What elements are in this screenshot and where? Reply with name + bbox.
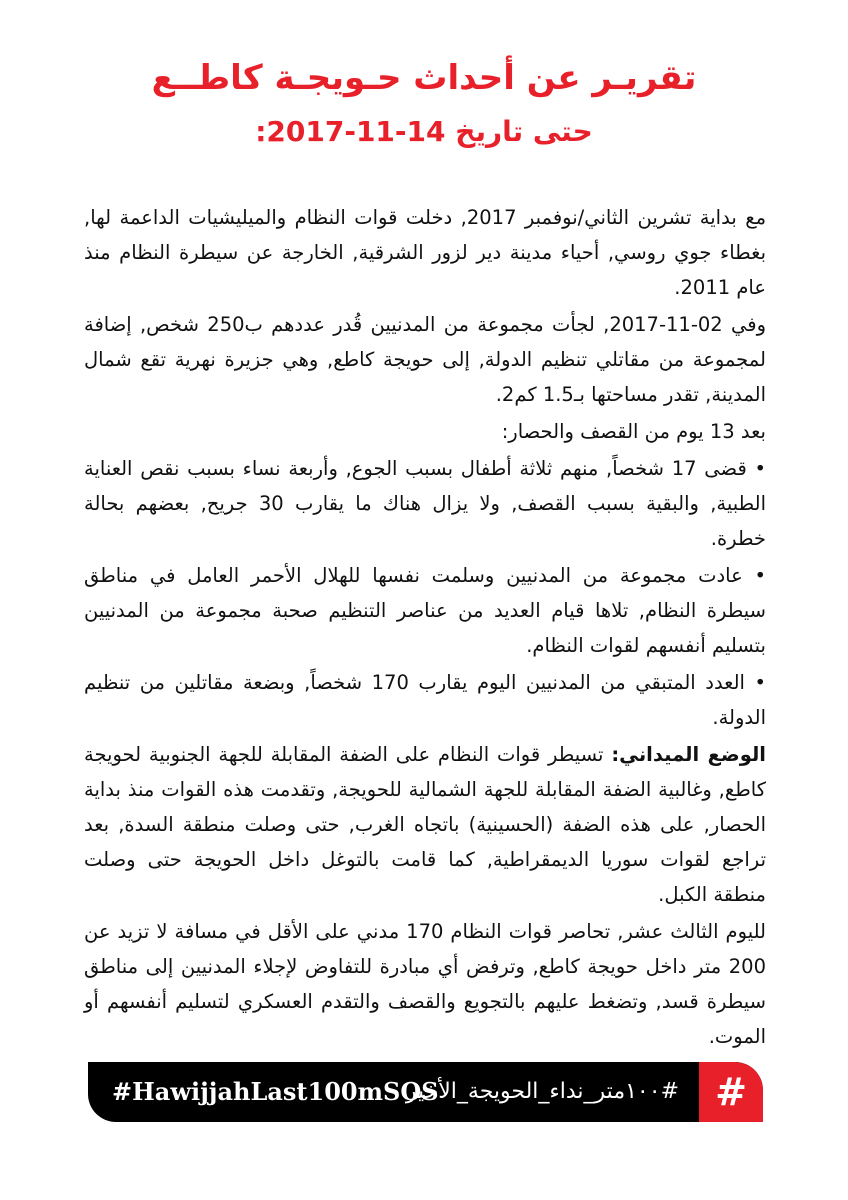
report-title: تقريـر عن أحداث حـويجـة كاطــع xyxy=(151,58,697,98)
bullet-casualties: • قضى 17 شخصاً, منهم ثلاثة أطفال بسبب الجوع, وأربعة نساء بسبب نقص العناية الطبية, والبقية بسبب القصف, ولا يزال هناك ما يقارب 30 جريح, بعضهم بحالة خطرة. xyxy=(84,457,767,550)
paragraph-refuge: وفي 02-11-2017, لجأت مجموعة من المدنيين قُدر عددهم ب250 شخص, إضافة لمجموعة من مقاتلي تنظيم الدولة, إلى حويجة كاطع, وهي جزيرة نهرية تقع شمال المدينة, تقدر مساحتها بـ1.5 كم2. xyxy=(84,313,766,406)
paragraph-intro: مع بداية تشرين الثاني/نوفمبر 2017, دخلت قوات النظام والميليشيات الداعمة لها, بغطاء جوي روسي, أحياء مدينة دير لزور الشرقية, الخارجة عن سيطرة النظام منذ عام 2011. xyxy=(84,206,767,299)
hashtag-english[interactable]: #HawijjahLast100mSOS xyxy=(112,1077,439,1106)
report-date-subtitle: حتى تاريخ 14-11-2017: xyxy=(255,115,593,148)
bullet-surrender: • عادت مجموعة من المدنيين وسلمت نفسها للهلال الأحمر العامل في مناطق سيطرة النظام, تلاها قيام العديد من عناصر التنظيم صحبة مجموعة من المدنيين بتسليم أنفسهم لقوات النظام. xyxy=(84,564,766,657)
hashtag-icon: # xyxy=(699,1062,763,1122)
hashtag-arabic[interactable]: #١٠٠متر_نداء_الحويجة_الأخير xyxy=(405,1079,679,1104)
bullet-remaining: • العدد المتبقي من المدنيين اليوم يقارب 170 شخصاً, وبضعة مقاتلين من تنظيم الدولة. xyxy=(84,671,766,729)
paragraph-field-situation xyxy=(84,737,766,912)
field-situation-label: الوضع الميداني: xyxy=(611,743,766,766)
field-situation-text: تسيطر قوات النظام على الضفة المقابلة للجهة الجنوبية لحويجة كاطع, وغالبية الضفة المقابلة للجهة الشمالية للحويجة, وتقدمت هذه القوات منذ بداية الحصار, على هذه الضفة (الحسينية) باتجاه الغرب, حتى وصلت منطقة السدة, بعد تراجع لقوات سوريا الديمقراطية, كما قامت بالتوغل داخل الحويجة حتى وصلت منطقة الكبل. xyxy=(84,743,766,906)
hashtag-footer-bar xyxy=(88,1062,763,1122)
paragraph-siege-heading: بعد 13 يوم من القصف والحصار: xyxy=(501,420,766,443)
paragraph-conclusion: لليوم الثالث عشر, تحاصر قوات النظام 170 مدني على الأقل في مسافة لا تزيد عن 200 متر داخل حويجة كاطع, وترفض أي مبادرة للتفاوض لإجلاء المدنيين إلى مناطق سيطرة قسد, وتضغط عليهم بالتجويع والقصف والتقدم العسكري لتسليم أنفسهم أو الموت. xyxy=(84,920,766,1048)
report-body xyxy=(84,200,766,1056)
